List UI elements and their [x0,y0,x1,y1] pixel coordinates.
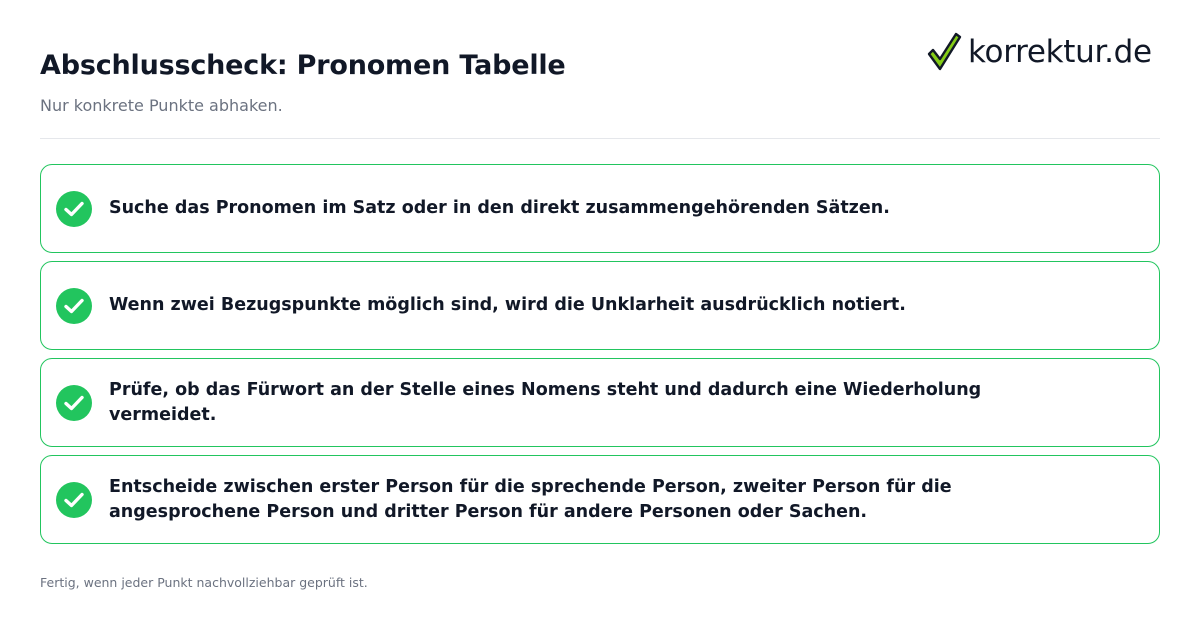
brand-logo [926,30,1152,74]
footer-note: Fertig, wenn jeder Punkt nachvollziehbar geprüft ist. [40,575,368,590]
check-circle-icon [56,288,92,324]
checklist-item-text: Prüfe, ob das Fürwort an der Stelle eines Nomens steht und dadurch eine Wiederholung vermeidet. [109,379,982,425]
header-divider [40,138,1160,139]
checklist-item [40,455,1160,544]
page-subtitle: Nur konkrete Punkte abhaken. [40,96,283,115]
checklist-item-text: Entscheide zwischen erster Person für die sprechende Person, zweiter Person für die angesprochene Person und dritter Person für andere Personen oder Sachen. [109,476,952,522]
checklist-item [40,358,1160,447]
checklist [40,164,1160,552]
check-circle-icon [56,482,92,518]
checklist-item [40,164,1160,253]
checklist-item-text: Suche das Pronomen im Satz oder in den direkt zusammengehörenden Sätzen. [109,198,890,218]
check-circle-icon [56,191,92,227]
brand-name: korrektur.de [968,34,1152,70]
checklist-item [40,261,1160,350]
checklist-item-text: Wenn zwei Bezugspunkte möglich sind, wird die Unklarheit ausdrücklich notiert. [109,295,906,315]
checkmark-icon [926,31,962,73]
check-circle-icon [56,385,92,421]
page-title: Abschlusscheck: Pronomen Tabelle [40,50,566,81]
